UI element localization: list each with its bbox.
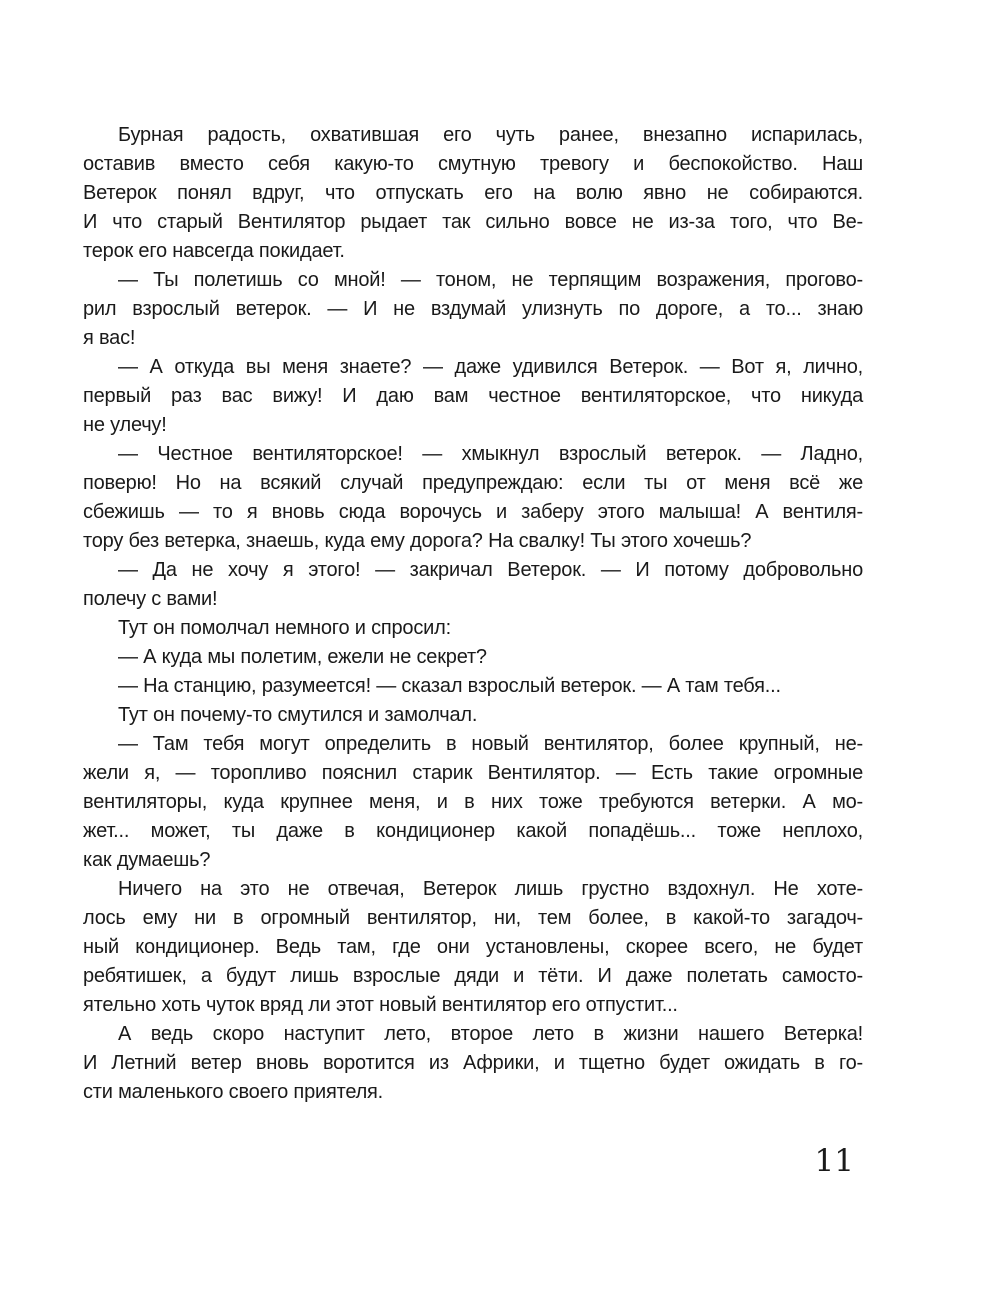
text-line: — Честное вентиляторское! — хмыкнул взрослый ветерок. — Ладно, — [118, 443, 863, 465]
text-line: тору без ветерка, знаешь, куда ему дорога? На свалку! Ты этого хочешь? — [83, 530, 752, 552]
text-line: я вас! — [83, 327, 136, 349]
text-line: Ничего на это не отвечая, Ветерок лишь грустно вздохнул. Не хоте- — [118, 878, 863, 900]
paragraph — [83, 672, 863, 701]
text-line: — Да не хочу я этого! — закричал Ветерок. — И потому добровольно — [118, 559, 863, 581]
paragraph — [83, 1020, 863, 1107]
paragraph — [83, 353, 863, 440]
text-line: терок его навсегда покидает. — [83, 240, 345, 262]
text-line: А ведь скоро наступит лето, второе лето в жизни нашего Ветерка! — [118, 1023, 863, 1045]
text-line: как думаешь? — [83, 849, 211, 871]
text-line: лось ему ни в огромный вентилятор, ни, тем более, в какой-то загадоч- — [83, 907, 863, 929]
paragraph — [83, 266, 863, 353]
paragraph — [83, 440, 863, 556]
text-line: полечу с вами! — [83, 588, 218, 610]
text-line: ребятишек, а будут лишь взрослые дяди и тёти. И даже полетать самосто- — [83, 965, 863, 987]
text-line: И что старый Вентилятор рыдает так сильно вовсе не из-за того, что Ве- — [83, 211, 863, 233]
text-line: рил взрослый ветерок. — И не вздумай улизнуть по дороге, а то... знаю — [83, 298, 863, 320]
text-line: не улечу! — [83, 414, 167, 436]
paragraph — [83, 614, 863, 643]
text-line: первый раз вас вижу! И даю вам честное вентиляторское, что никуда — [83, 385, 863, 407]
paragraph — [83, 701, 863, 730]
text-line: И Летний ветер вновь воротится из Африки, и тщетно будет ожидать в го- — [83, 1052, 863, 1074]
text-line: поверю! Но на всякий случай предупреждаю: если ты от меня всё же — [83, 472, 863, 494]
text-line: ный кондиционер. Ведь там, где они установлены, скорее всего, не будет — [83, 936, 863, 958]
text-line: Бурная радость, охватившая его чуть ранее, внезапно испарилась, — [118, 124, 863, 146]
paragraph — [83, 875, 863, 1020]
paragraph — [83, 730, 863, 875]
text-line: вентиляторы, куда крупнее меня, и в них тоже требуются ветерки. А мо- — [83, 791, 863, 813]
text-line: — Ты полетишь со мной! — тоном, не терпящим возражения, прогово- — [118, 269, 863, 291]
text-line: Тут он почему-то смутился и замолчал. — [118, 704, 478, 726]
text-line: Ветерок понял вдруг, что отпускать его на волю явно не собираются. — [83, 182, 863, 204]
page-number: 11 — [814, 1143, 854, 1179]
paragraph — [83, 121, 863, 266]
text-line: сти маленького своего приятеля. — [83, 1081, 384, 1103]
text-line: жет... может, ты даже в кондиционер какой попадёшь... тоже неплохо, — [83, 820, 863, 842]
page-text — [83, 121, 863, 1107]
text-line: сбежишь — то я вновь сюда ворочусь и заберу этого малыша! А вентиля- — [83, 501, 863, 523]
text-line: ятельно хоть чуток вряд ли этот новый вентилятор его отпустит... — [83, 994, 678, 1016]
text-line: — Там тебя могут определить в новый вентилятор, более крупный, не- — [118, 733, 863, 755]
text-line: — А откуда вы меня знаете? — даже удивился Ветерок. — Вот я, лично, — [118, 356, 863, 378]
text-line: Тут он помолчал немного и спросил: — [118, 617, 451, 639]
text-line: жели я, — торопливо пояснил старик Вентилятор. — Есть такие огромные — [83, 762, 863, 784]
paragraph — [83, 643, 863, 672]
text-line: — На станцию, разумеется! — сказал взрослый ветерок. — А там тебя... — [118, 675, 781, 697]
paragraph — [83, 556, 863, 614]
text-line: — А куда мы полетим, ежели не секрет? — [118, 646, 487, 668]
text-line: оставив вместо себя какую-то смутную тревогу и беспокойство. Наш — [83, 153, 863, 175]
